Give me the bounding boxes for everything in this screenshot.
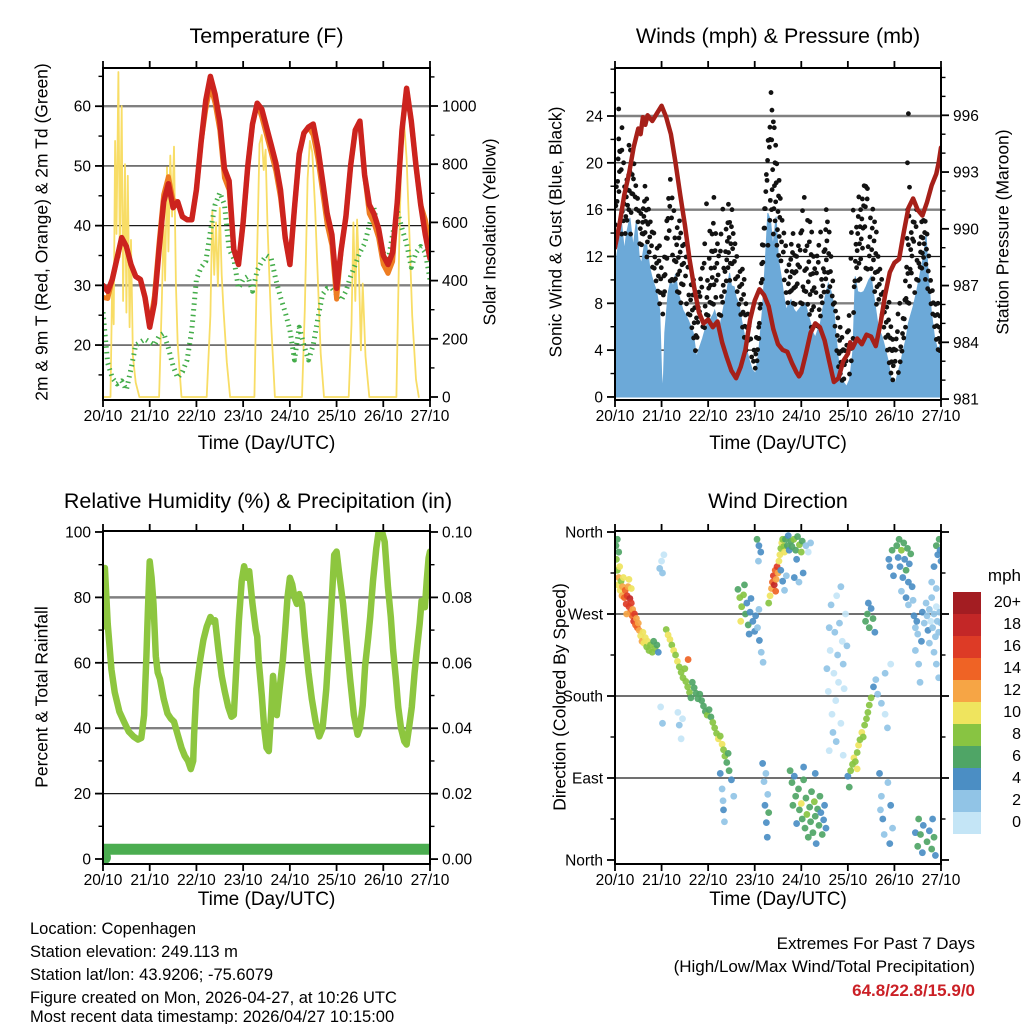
svg-text:24/10: 24/10 bbox=[270, 872, 310, 889]
svg-text:25/10: 25/10 bbox=[317, 408, 356, 425]
colorbar-swatch bbox=[953, 702, 981, 724]
svg-text:23/10: 23/10 bbox=[223, 872, 263, 889]
colorbar-row bbox=[953, 812, 1021, 834]
colorbar-swatch bbox=[953, 680, 981, 702]
colorbar-row bbox=[953, 658, 1021, 680]
svg-text:20/10: 20/10 bbox=[595, 872, 635, 889]
svg-text:South: South bbox=[562, 688, 603, 706]
svg-text:200: 200 bbox=[442, 331, 468, 349]
footer-created: Figure created on Mon, 2026-04-27, at 10:26 UTC bbox=[30, 989, 397, 1007]
colorbar-swatch bbox=[953, 746, 981, 768]
svg-text:0: 0 bbox=[594, 389, 603, 407]
svg-text:26/10: 26/10 bbox=[875, 408, 914, 425]
svg-text:0.04: 0.04 bbox=[442, 720, 473, 738]
svg-text:22/10: 22/10 bbox=[177, 408, 216, 425]
colorbar-swatch bbox=[953, 790, 981, 812]
colorbar-title: mph bbox=[987, 566, 1021, 585]
svg-text:0.00: 0.00 bbox=[442, 851, 473, 869]
svg-text:12: 12 bbox=[585, 248, 603, 266]
colorbar-label: 0 bbox=[1012, 814, 1021, 831]
svg-text:20/10: 20/10 bbox=[83, 408, 123, 425]
svg-text:26/10: 26/10 bbox=[363, 408, 403, 425]
colorbar-row bbox=[953, 724, 1021, 746]
colorbar-swatch bbox=[953, 724, 981, 746]
svg-text:21/10: 21/10 bbox=[130, 408, 170, 425]
svg-text:100: 100 bbox=[65, 524, 91, 542]
svg-text:North: North bbox=[565, 852, 603, 870]
svg-text:60: 60 bbox=[73, 655, 91, 673]
colorbar-label: 6 bbox=[1012, 748, 1021, 765]
svg-text:24/10: 24/10 bbox=[270, 408, 310, 425]
colorbar-label: 20+ bbox=[993, 594, 1021, 611]
svg-text:0: 0 bbox=[82, 851, 91, 869]
panel-title-wind-direction: Wind Direction bbox=[708, 489, 848, 513]
colorbar-label: 4 bbox=[1012, 770, 1021, 787]
svg-text:East: East bbox=[571, 770, 603, 788]
y-axis-label-rh-left: Percent & Total Rainfall bbox=[31, 606, 52, 788]
svg-text:20: 20 bbox=[73, 786, 91, 804]
svg-text:20/10: 20/10 bbox=[83, 872, 123, 889]
svg-text:25/10: 25/10 bbox=[828, 872, 868, 889]
svg-text:26/10: 26/10 bbox=[875, 872, 914, 889]
svg-text:27/10: 27/10 bbox=[921, 872, 961, 889]
colorbar-swatch bbox=[953, 658, 981, 680]
svg-text:25/10: 25/10 bbox=[317, 872, 356, 889]
colorbar-row bbox=[953, 680, 1021, 702]
footer-latlon: Station lat/lon: 43.9206; -75.6079 bbox=[30, 966, 274, 984]
colorbar-row bbox=[953, 746, 1021, 768]
svg-text:21/10: 21/10 bbox=[642, 872, 681, 889]
svg-text:990: 990 bbox=[953, 221, 979, 239]
svg-text:40: 40 bbox=[73, 218, 91, 236]
svg-text:8: 8 bbox=[594, 295, 603, 313]
svg-text:23/10: 23/10 bbox=[223, 408, 263, 425]
colorbar-label: 2 bbox=[1012, 792, 1021, 809]
extremes-subheading: (High/Low/Max Wind/Total Precipitation) bbox=[673, 957, 975, 976]
colorbar-label: 18 bbox=[1003, 616, 1021, 633]
svg-text:80: 80 bbox=[73, 589, 91, 607]
svg-text:16: 16 bbox=[585, 202, 603, 220]
colorbar-row bbox=[953, 768, 1021, 790]
svg-text:0.10: 0.10 bbox=[442, 524, 473, 542]
x-axis-label-winds: Time (Day/UTC) bbox=[709, 433, 847, 454]
panel-title-winds-pressure: Winds (mph) & Pressure (mb) bbox=[635, 24, 921, 48]
x-axis-label-direction: Time (Day/UTC) bbox=[709, 889, 847, 910]
y-axis-label-temp-left: 2m & 9m T (Red, Orange) & 2m Td (Green) bbox=[31, 63, 52, 401]
svg-text:60: 60 bbox=[73, 98, 91, 116]
svg-text:23/10: 23/10 bbox=[735, 408, 775, 425]
y-axis-label-wind-right: Station Pressure (Maroon) bbox=[992, 129, 1013, 335]
svg-text:0.02: 0.02 bbox=[442, 786, 473, 804]
svg-text:21/10: 21/10 bbox=[130, 872, 170, 889]
svg-text:22/10: 22/10 bbox=[688, 408, 728, 425]
panel-winds_pressure bbox=[586, 61, 979, 425]
colorbar-label: 14 bbox=[1003, 660, 1021, 677]
svg-text:27/10: 27/10 bbox=[921, 408, 961, 425]
svg-text:20: 20 bbox=[73, 337, 91, 355]
colorbar-label: 8 bbox=[1012, 726, 1021, 743]
speed-colorbar bbox=[953, 592, 1021, 834]
svg-text:800: 800 bbox=[442, 156, 468, 174]
colorbar-row bbox=[953, 636, 1021, 658]
svg-text:40: 40 bbox=[73, 720, 91, 738]
svg-text:0: 0 bbox=[442, 389, 451, 407]
colorbar-row bbox=[953, 614, 1021, 636]
colorbar-swatch bbox=[953, 812, 981, 834]
svg-text:21/10: 21/10 bbox=[642, 408, 681, 425]
svg-text:981: 981 bbox=[953, 391, 979, 409]
svg-text:20/10: 20/10 bbox=[595, 408, 635, 425]
svg-text:0.08: 0.08 bbox=[442, 589, 473, 607]
footer-location: Location: Copenhagen bbox=[30, 920, 197, 938]
panel-rh_precip bbox=[65, 524, 472, 889]
svg-text:24: 24 bbox=[585, 108, 603, 126]
svg-text:22/10: 22/10 bbox=[688, 872, 728, 889]
svg-text:996: 996 bbox=[953, 107, 979, 125]
svg-text:50: 50 bbox=[73, 158, 91, 176]
svg-text:22/10: 22/10 bbox=[177, 872, 216, 889]
colorbar-label: 12 bbox=[1003, 682, 1021, 699]
svg-text:987: 987 bbox=[953, 278, 979, 296]
svg-text:984: 984 bbox=[953, 334, 979, 352]
colorbar-row bbox=[953, 592, 1021, 614]
panel-temperature bbox=[74, 61, 477, 425]
panel-title-rh-precip: Relative Humidity (%) & Precipitation (in) bbox=[63, 489, 453, 513]
svg-text:North: North bbox=[565, 524, 603, 542]
extremes-values: 64.8/22.8/15.9/0 bbox=[852, 981, 975, 1000]
svg-text:4: 4 bbox=[594, 342, 603, 360]
colorbar-swatch bbox=[953, 636, 981, 658]
colorbar-swatch bbox=[953, 614, 981, 636]
panel-title-temperature: Temperature (F) bbox=[189, 24, 344, 48]
footer-timestamp: Most recent data timestamp: 2026/04/27 10:15:00 bbox=[30, 1008, 395, 1024]
y-axis-label-wind-left: Sonic Wind & Gust (Blue, Black) bbox=[545, 106, 566, 358]
svg-text:West: West bbox=[567, 606, 603, 624]
svg-text:25/10: 25/10 bbox=[828, 408, 868, 425]
svg-text:26/10: 26/10 bbox=[363, 872, 403, 889]
colorbar-label: 10 bbox=[1003, 704, 1021, 721]
colorbar-swatch bbox=[953, 768, 981, 790]
svg-text:1000: 1000 bbox=[442, 98, 477, 116]
svg-text:20: 20 bbox=[585, 155, 603, 173]
x-axis-label-temperature: Time (Day/UTC) bbox=[197, 433, 336, 454]
svg-text:0.06: 0.06 bbox=[442, 655, 473, 673]
colorbar-label: 16 bbox=[1003, 638, 1021, 655]
svg-text:30: 30 bbox=[73, 277, 91, 295]
svg-text:24/10: 24/10 bbox=[781, 872, 821, 889]
panel-wind_direction bbox=[562, 524, 960, 889]
x-axis-label-rh: Time (Day/UTC) bbox=[197, 889, 336, 910]
colorbar-swatch bbox=[953, 592, 981, 614]
y-axis-label-temp-right: Solar Insolation (Yellow) bbox=[479, 138, 500, 326]
svg-text:24/10: 24/10 bbox=[781, 408, 821, 425]
svg-text:27/10: 27/10 bbox=[410, 408, 450, 425]
svg-text:27/10: 27/10 bbox=[410, 872, 450, 889]
extremes-heading: Extremes For Past 7 Days bbox=[776, 934, 975, 953]
colorbar-row bbox=[953, 790, 1021, 812]
svg-text:23/10: 23/10 bbox=[735, 872, 775, 889]
svg-text:400: 400 bbox=[442, 273, 468, 291]
svg-text:600: 600 bbox=[442, 214, 468, 232]
colorbar-row bbox=[953, 702, 1021, 724]
svg-text:993: 993 bbox=[953, 164, 979, 182]
y-axis-label-direction-left: Direction (Colored By Speed) bbox=[549, 583, 570, 811]
footer-elevation: Station elevation: 249.113 m bbox=[30, 943, 238, 961]
